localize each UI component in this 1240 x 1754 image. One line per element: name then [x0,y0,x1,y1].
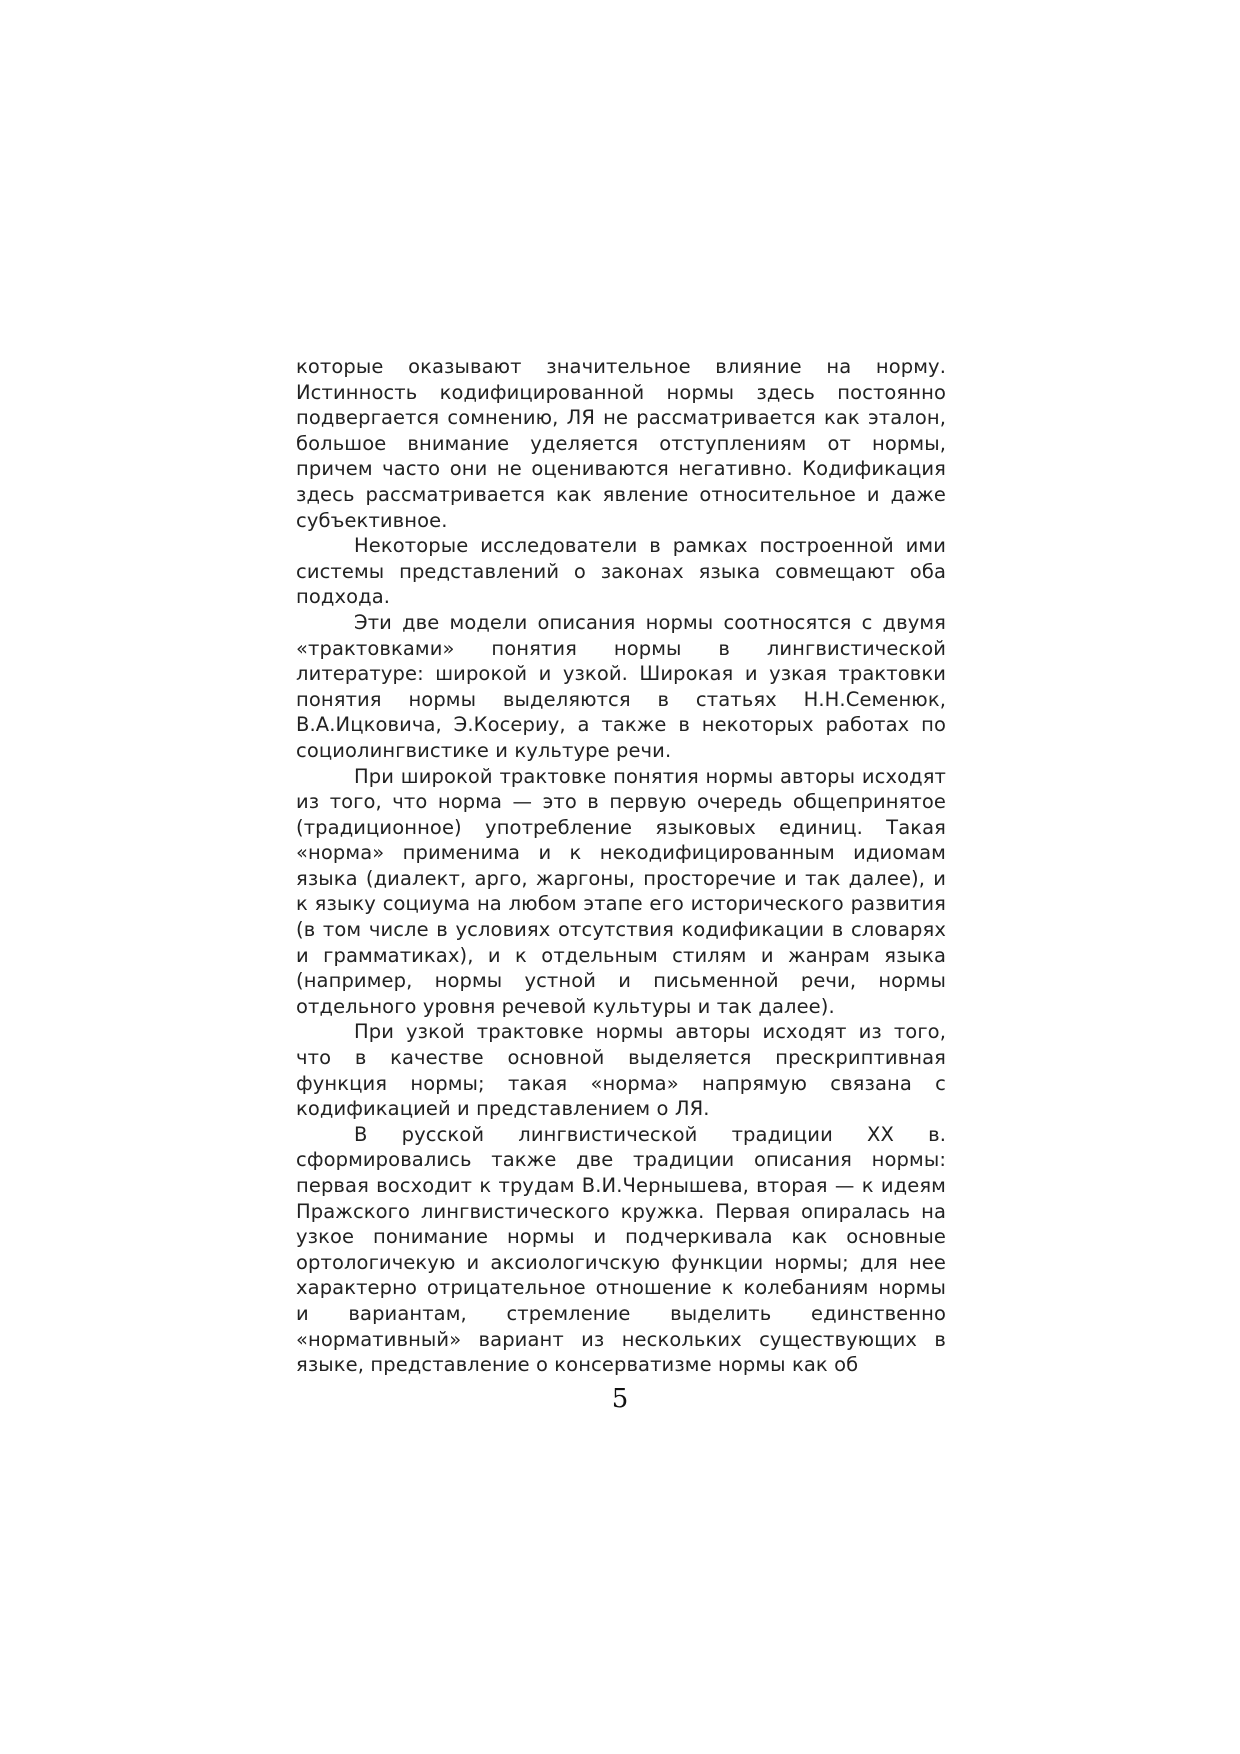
paragraph-2: Некоторые исследователи в рамках построенной ими системы представлений о законах языка совмещают оба подхода. [296,534,946,609]
paragraph-6: В русской лингвистической традиции XX в. сформировались также две традиции описания нормы: первая восходит к трудам В.И.Чернышева, вторая — к идеям Пражского лингвистического кружка. Первая опиралась на узкое понимание нормы и подчеркивала как основные ортологичекую и аксиологичскую функции нормы; для нее характерно отрицательное отношение к колебаниям нормы и вариантам, стремление выделить единственно «нормативный» вариант из нескольких существующих в языке, представление о консерватизме нормы как об [296,1122,946,1377]
body-text [296,354,946,1378]
paragraph-5: При узкой трактовке нормы авторы исходят из того, что в качестве основной выделяется прескриптивная функция нормы; такая «норма» напрямую связана с кодификацией и представлением о ЛЯ. [296,1020,946,1121]
page-number: 5 [611,1384,629,1414]
paragraph-4: При широкой трактовке понятия нормы авторы исходят из того, что норма — это в первую очередь общепринятое (традиционное) употребление языковых единиц. Такая «норма» применима и к некодифицированным идиомам языка (диалект, арго, жаргоны, просторечие и так далее), и к языку социума на любом этапе его исторического развития (в том числе в условиях отсутствия кодификации в словарях и грамматиках), и к отдельным стилям и жанрам языка (например, нормы устной и письменной речи, нормы отдельного уровня речевой культуры и так далее). [296,764,946,1018]
paragraph-1: которые оказывают значительное влияние на норму. Истинность кодифицированной нормы здесь постоянно подвергается сомнению, ЛЯ не рассматривается как эталон, большое внимание уделяется отступлениям от нормы, причем часто они не оцениваются негативно. Кодификация здесь рассматривается как явление относительное и даже субъективное. [296,355,946,532]
paragraph-3: Эти две модели описания нормы соотносятся с двумя «трактовками» понятия нормы в лингвистической литературе: широкой и узкой. Широкая и узкая трактовки понятия нормы выделяются в статьях Н.Н.Семенюк, В.А.Ицковича, Э.Косериу, а также в некоторых работах по социолингвистике и культуре речи. [296,610,946,762]
